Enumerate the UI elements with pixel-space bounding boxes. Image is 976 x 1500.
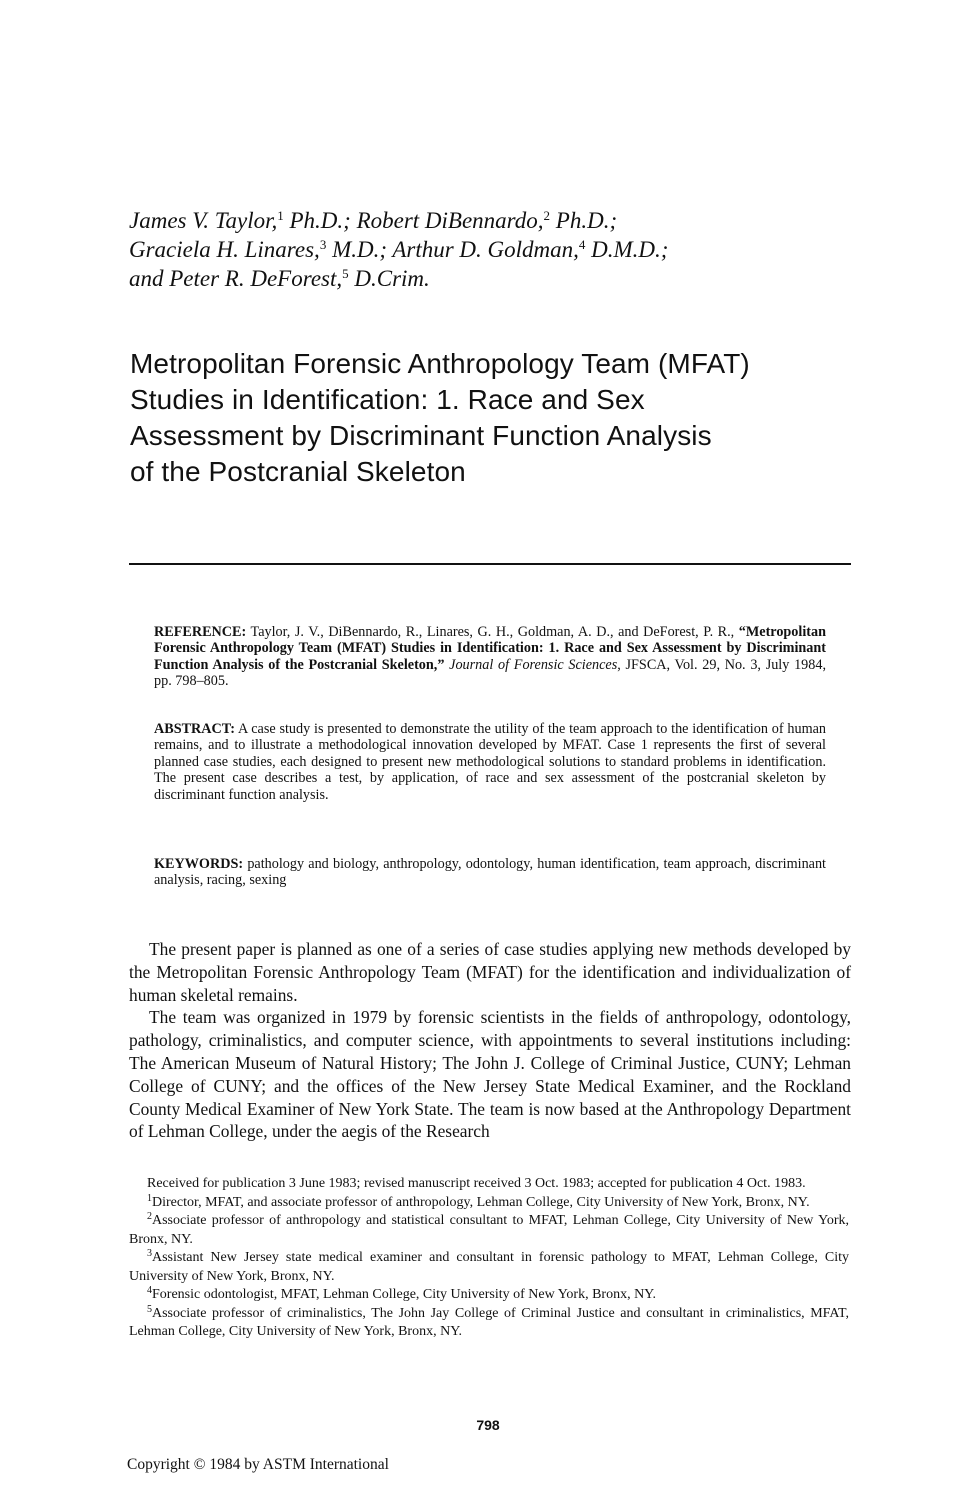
- copyright-notice: Copyright © 1984 by ASTM International: [127, 1456, 389, 1473]
- footnote-1: [129, 1194, 849, 1213]
- title-divider: [129, 563, 851, 565]
- footnote-marker: 2: [543, 208, 551, 223]
- footnote-marker: 3: [319, 237, 327, 252]
- footnote-5: [129, 1305, 849, 1342]
- footnote-marker: 2: [147, 1211, 152, 1222]
- author-degree: Ph.D.;: [550, 208, 618, 233]
- footnote-3: [129, 1249, 849, 1286]
- keywords-text: pathology and biology, anthropology, odontology, human identification, team approach, discriminant analysis, racing, sexing: [154, 856, 826, 889]
- author-line-2: [129, 235, 849, 264]
- reference-citation: , JFSCA, Vol. 29, No. 3, July 1984, pp. 798–805.: [154, 656, 826, 690]
- reference-authors: Taylor, J. V., DiBennardo, R., Linares, G. H., Goldman, A. D., and DeForest, P. R.,: [246, 624, 739, 640]
- footnote-marker: 5: [342, 266, 349, 281]
- author-degree: M.D.;: [326, 237, 387, 262]
- body-paragraph: The present paper is planned as one of a series of case studies applying new methods developed by the Metropolitan Forensic Anthropology Team (MFAT) for the identification and individualization of human skeletal remains.: [129, 939, 851, 1005]
- footnote-marker: 4: [578, 237, 586, 252]
- footnote-marker: 1: [277, 208, 284, 223]
- paper-title: [130, 346, 870, 490]
- abstract-block: [154, 721, 826, 803]
- footnote-text: Assistant New Jersey state medical examiner and consultant in forensic pathology to MFAT, Lehman College, City University of New York, Bronx, NY.: [129, 1250, 849, 1284]
- title-line: Studies in Identification: 1. Race and Sex: [130, 384, 645, 415]
- footnote-received: Received for publication 3 June 1983; revised manuscript received 3 Oct. 1983; accepted for publication 4 Oct. 1983.: [147, 1176, 806, 1191]
- footnote-marker: 4: [147, 1285, 152, 1296]
- footnote-text: Associate professor of anthropology and statistical consultant to MFAT, Lehman College, City University of New York, Bronx, NY.: [129, 1213, 849, 1247]
- footnote-text: Associate professor of criminalistics, The John Jay College of Criminal Justice and consultant in criminalistics, MFAT, Lehman College, City University of New York, Bronx, NY.: [129, 1305, 849, 1339]
- author-degree: D.M.D.;: [585, 237, 669, 262]
- footnotes: [129, 1175, 849, 1342]
- author-degree: D.Crim.: [348, 266, 430, 291]
- author-line-3: [129, 264, 849, 293]
- footnote-4: [129, 1286, 849, 1305]
- reference-journal: Journal of Forensic Sciences: [444, 656, 618, 673]
- footnote-2: [129, 1212, 849, 1249]
- footnote-text: Director, MFAT, and associate professor of anthropology, Lehman College, City University of New York, Bronx, NY.: [152, 1194, 810, 1210]
- author-name: Robert DiBennardo,: [350, 208, 544, 233]
- page-number: 798: [476, 1417, 500, 1433]
- author-name: James V. Taylor,: [129, 208, 278, 233]
- title-line: Metropolitan Forensic Anthropology Team (MFAT): [130, 348, 750, 379]
- title-line: of the Postcranial Skeleton: [130, 456, 466, 487]
- reference-article-title: “Metropolitan Forensic Anthropology Team (MFAT) Studies in Identification: 1. Race and Sex Assessment by Discriminant Function Analysis of the Postcranial Skeleton,”: [154, 624, 826, 673]
- footnote-marker: 3: [147, 1248, 152, 1259]
- author-name: and Peter R. DeForest,: [129, 266, 343, 291]
- footnote-marker: 5: [147, 1303, 152, 1315]
- title-line: Assessment by Discriminant Function Analysis: [130, 420, 712, 451]
- footnote-text: Forensic odontologist, MFAT, Lehman College, City University of New York, Bronx, NY.: [152, 1287, 656, 1302]
- abstract-text: A case study is presented to demonstrate the utility of the team approach to the identification of human remains, and to illustrate a methodological innovation developed by MFAT. Case 1 represents the first of several planned case studies, each designed to present new methodological solutions to standard problems in identification. The present case describes a test, by application, of race and sex assessment of the postcranial skeleton by discriminant function analysis.: [154, 721, 826, 803]
- reference-label: REFERENCE:: [154, 624, 247, 640]
- keywords-block: [154, 856, 826, 889]
- author-line-1: [129, 206, 849, 235]
- reference-block: [154, 624, 826, 690]
- abstract-label: ABSTRACT:: [154, 721, 235, 737]
- keywords-label: KEYWORDS:: [154, 856, 244, 872]
- body-text: [129, 938, 851, 1143]
- footnote-marker: 1: [147, 1192, 152, 1204]
- author-list: [129, 206, 849, 293]
- author-degree: Ph.D.;: [283, 208, 351, 233]
- author-name: Graciela H. Linares,: [129, 237, 320, 262]
- body-paragraph: The team was organized in 1979 by forensic scientists in the fields of anthropology, odontology, pathology, criminalistics, and computer science, with appointments to several institutions including: The American Museum of Natural History; The John J. College of Criminal Justice, CUNY; Lehman College of CUNY; and the offices of the New Jersey State Medical Examiner, and the Rockland County Medical Examiner of New York State. The team is now based at the Anthropology Department of Lehman College, under the aegis of the Research: [129, 1007, 851, 1142]
- author-name: Arthur D. Goldman,: [387, 237, 579, 262]
